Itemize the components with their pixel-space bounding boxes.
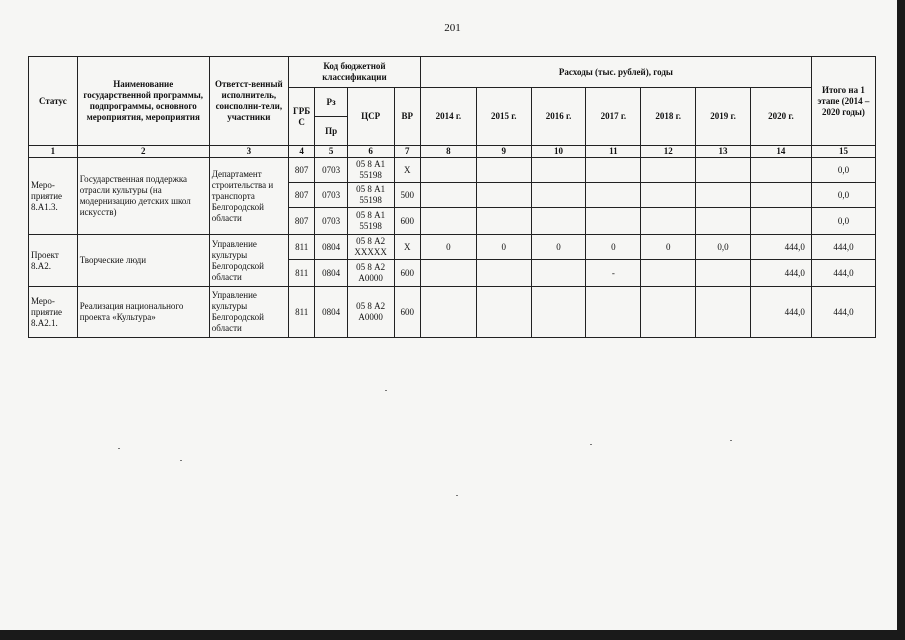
header-expenses: Расходы (тыс. рублей), годы xyxy=(420,57,811,88)
status-cell: Меро-приятие 8.А1.3. xyxy=(29,158,78,235)
year-cell xyxy=(420,260,476,287)
year-cell xyxy=(531,287,586,338)
year-cell xyxy=(476,158,531,183)
name-cell: Государственная поддержка отрасли культуры (на модернизацию детских школ искусств) xyxy=(77,158,209,235)
year-cell xyxy=(641,183,696,208)
year-cell: 0 xyxy=(586,235,641,260)
responsible-cell: Управление культуры Белгородской области xyxy=(209,235,288,287)
year-cell xyxy=(476,183,531,208)
year-cell xyxy=(586,287,641,338)
column-number: 15 xyxy=(811,146,875,158)
column-number: 2 xyxy=(77,146,209,158)
total-cell: 444,0 xyxy=(811,287,875,338)
year-cell: 0 xyxy=(531,235,586,260)
year-cell xyxy=(420,183,476,208)
csr-cell: 05 8 А1 55198 xyxy=(347,183,394,208)
year-cell xyxy=(420,287,476,338)
year-cell: 444,0 xyxy=(750,235,811,260)
column-number: 12 xyxy=(641,146,696,158)
year-cell: 0 xyxy=(420,235,476,260)
column-number: 1 xyxy=(29,146,78,158)
grbs-cell: 811 xyxy=(288,260,314,287)
column-number: 6 xyxy=(347,146,394,158)
year-cell: 444,0 xyxy=(750,287,811,338)
status-cell: Проект 8.А2. xyxy=(29,235,78,287)
grbs-cell: 807 xyxy=(288,183,314,208)
year-cell xyxy=(586,183,641,208)
scan-speck xyxy=(385,390,387,391)
header-year-2018: 2018 г. xyxy=(641,88,696,146)
grbs-cell: 811 xyxy=(288,287,314,338)
year-cell xyxy=(750,158,811,183)
year-cell xyxy=(696,158,751,183)
table-row xyxy=(29,235,876,260)
header-csr: ЦСР xyxy=(347,88,394,146)
year-cell xyxy=(586,158,641,183)
year-cell: 0 xyxy=(641,235,696,260)
budget-table xyxy=(28,56,876,338)
vr-cell: 500 xyxy=(394,183,420,208)
year-cell xyxy=(750,208,811,235)
header-budget-code: Код бюджетной классификации xyxy=(288,57,420,88)
vr-cell: 600 xyxy=(394,287,420,338)
year-cell xyxy=(420,208,476,235)
header-year-2015: 2015 г. xyxy=(476,88,531,146)
responsible-cell: Департамент строительства и транспорта Белгородской области xyxy=(209,158,288,235)
year-cell: 0 xyxy=(476,235,531,260)
column-number: 13 xyxy=(696,146,751,158)
year-cell xyxy=(586,208,641,235)
scan-speck xyxy=(590,444,592,445)
csr-cell: 05 8 А2 А0000 xyxy=(347,287,394,338)
year-cell xyxy=(696,287,751,338)
scan-speck xyxy=(180,460,182,461)
year-cell xyxy=(476,260,531,287)
year-cell xyxy=(531,208,586,235)
vr-cell: 600 xyxy=(394,208,420,235)
grbs-cell: 807 xyxy=(288,158,314,183)
year-cell xyxy=(476,208,531,235)
year-cell xyxy=(696,183,751,208)
header-name: Наименование государственной программы, подпрограммы, основного мероприятия, мероприятия xyxy=(77,57,209,146)
scan-speck xyxy=(118,448,120,449)
column-number: 3 xyxy=(209,146,288,158)
year-cell: 0,0 xyxy=(696,235,751,260)
year-cell xyxy=(476,287,531,338)
column-number: 4 xyxy=(288,146,314,158)
total-cell: 0,0 xyxy=(811,208,875,235)
year-cell xyxy=(531,260,586,287)
header-rz: Рз xyxy=(315,88,347,117)
total-cell: 0,0 xyxy=(811,158,875,183)
header-status: Статус xyxy=(29,57,78,146)
rz-cell: 0804 xyxy=(315,235,347,260)
year-cell xyxy=(531,183,586,208)
scan-speck xyxy=(730,440,732,441)
year-cell xyxy=(641,208,696,235)
vr-cell: Х xyxy=(394,235,420,260)
header-year-2019: 2019 г. xyxy=(696,88,751,146)
column-number: 5 xyxy=(315,146,347,158)
name-cell: Реализация национального проекта «Культура» xyxy=(77,287,209,338)
year-cell: - xyxy=(586,260,641,287)
table-row xyxy=(29,158,876,183)
vr-cell: 600 xyxy=(394,260,420,287)
scan-speck xyxy=(456,495,458,496)
csr-cell: 05 8 А1 55198 xyxy=(347,208,394,235)
header-responsible: Ответст-венный исполнитель, соисполни-тели, участники xyxy=(209,57,288,146)
header-year-2020: 2020 г. xyxy=(750,88,811,146)
total-cell: 0,0 xyxy=(811,183,875,208)
responsible-cell: Управление культуры Белгородской области xyxy=(209,287,288,338)
column-number: 14 xyxy=(750,146,811,158)
csr-cell: 05 8 А2 ХХХХХ xyxy=(347,235,394,260)
column-number: 11 xyxy=(586,146,641,158)
column-numbers-row xyxy=(29,146,876,158)
total-cell: 444,0 xyxy=(811,260,875,287)
year-cell xyxy=(641,287,696,338)
header-total: Итого на 1 этапе (2014 – 2020 годы) xyxy=(811,57,875,146)
rz-cell: 0804 xyxy=(315,260,347,287)
header-pr: Пр xyxy=(315,117,347,146)
header-vr: ВР xyxy=(394,88,420,146)
header-year-2017: 2017 г. xyxy=(586,88,641,146)
rz-cell: 0703 xyxy=(315,208,347,235)
column-number: 9 xyxy=(476,146,531,158)
rz-cell: 0703 xyxy=(315,158,347,183)
rz-cell: 0703 xyxy=(315,183,347,208)
vr-cell: Х xyxy=(394,158,420,183)
year-cell xyxy=(531,158,586,183)
header-year-2016: 2016 г. xyxy=(531,88,586,146)
csr-cell: 05 8 А2 А0000 xyxy=(347,260,394,287)
year-cell xyxy=(420,158,476,183)
year-cell xyxy=(641,158,696,183)
csr-cell: 05 8 А1 55198 xyxy=(347,158,394,183)
column-number: 7 xyxy=(394,146,420,158)
grbs-cell: 811 xyxy=(288,235,314,260)
grbs-cell: 807 xyxy=(288,208,314,235)
year-cell xyxy=(696,260,751,287)
total-cell: 444,0 xyxy=(811,235,875,260)
year-cell xyxy=(696,208,751,235)
table-row xyxy=(29,287,876,338)
header-year-2014: 2014 г. xyxy=(420,88,476,146)
year-cell xyxy=(750,183,811,208)
year-cell xyxy=(641,260,696,287)
rz-cell: 0804 xyxy=(315,287,347,338)
column-number: 8 xyxy=(420,146,476,158)
column-number: 10 xyxy=(531,146,586,158)
name-cell: Творческие люди xyxy=(77,235,209,287)
header-grbs: ГРБ С xyxy=(288,88,314,146)
year-cell: 444,0 xyxy=(750,260,811,287)
status-cell: Меро-приятие 8.А2.1. xyxy=(29,287,78,338)
page-number: 201 xyxy=(444,22,461,34)
